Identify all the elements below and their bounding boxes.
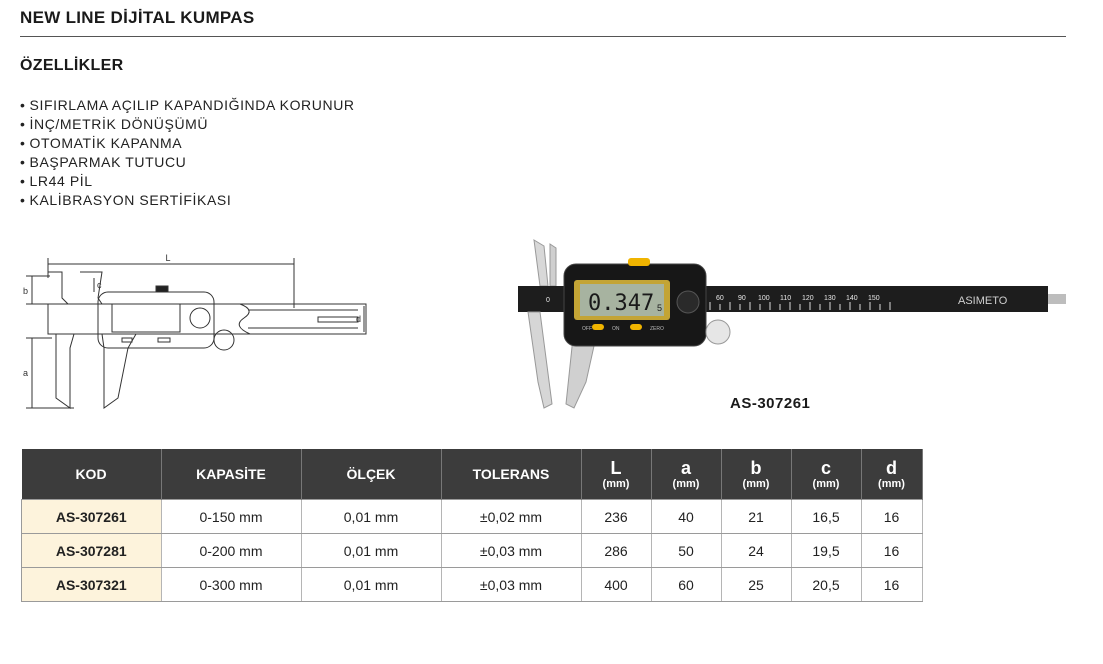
cell-b: 25 [721,568,791,602]
col-header-kod: KOD [22,449,162,500]
scale-label: 90 [738,295,746,302]
thumb-wheel[interactable] [706,320,730,344]
scale-label: 60 [716,295,724,302]
cell-d: 16 [861,500,922,534]
features-heading: ÖZELLİKLER [20,57,124,74]
cell-kapasite: 0-300 mm [161,568,301,602]
cell-tolerans: ±0,03 mm [441,534,581,568]
cell-a: 40 [651,500,721,534]
cell-d: 16 [861,534,922,568]
cell-kod: AS-307261 [22,500,162,534]
scale-label: 130 [824,295,836,302]
col-header-L: L (mm) [581,449,651,500]
cell-L: 236 [581,500,651,534]
page-title: NEW LINE DİJİTAL KUMPAS [20,8,255,27]
off-label: OFF [582,326,592,332]
brand-logo: ASIMETO [958,295,1008,307]
cell-kapasite: 0-150 mm [161,500,301,534]
lower-jaw-fixed [528,312,552,408]
upper-jaw-fixed [534,240,548,286]
title-divider [20,36,1066,37]
cell-a: 50 [651,534,721,568]
dim-label-a: a [23,368,29,378]
col-header-kapasite: KAPASİTE [161,449,301,500]
feature-list [20,96,355,210]
feature-item: • OTOMATİK KAPANMA [20,134,355,153]
power-button-top[interactable] [628,258,650,266]
feature-item: • LR44 PİL [20,172,355,191]
cell-tolerans: ±0,03 mm [441,568,581,602]
col-header-olcek: ÖLÇEK [301,449,441,500]
caliper-product-photo [510,232,1070,412]
cell-kod: AS-307281 [22,534,162,568]
cell-c: 16,5 [791,500,861,534]
cell-c: 20,5 [791,568,861,602]
dim-label-L: L [165,253,171,263]
feature-item: • SIFIRLAMA AÇILIP KAPANDIĞINDA KORUNUR [20,96,355,115]
thumb-roller[interactable] [677,291,699,313]
cell-L: 286 [581,534,651,568]
depth-rod [1048,294,1066,304]
spec-table [21,449,923,602]
table-header-row [22,449,923,500]
lcd-reading: 0.347 [588,291,655,316]
cell-olcek: 0,01 mm [301,500,441,534]
cell-kod: AS-307321 [22,568,162,602]
off-button[interactable] [592,324,604,330]
cell-b: 21 [721,500,791,534]
cell-b: 24 [721,534,791,568]
cell-olcek: 0,01 mm [301,568,441,602]
cell-d: 16 [861,568,922,602]
feature-item: • İNÇ/METRİK DÖNÜŞÜMÜ [20,115,355,134]
table-row [22,568,923,602]
cell-tolerans: ±0,02 mm [441,500,581,534]
lcd-unit-digit: 5 [657,303,663,313]
cell-c: 19,5 [791,534,861,568]
scale-label: 110 [780,295,792,302]
upper-jaw-tip [550,244,556,286]
table-row [22,500,923,534]
cell-kapasite: 0-200 mm [161,534,301,568]
col-header-b: b (mm) [721,449,791,500]
scale-label: 140 [846,295,858,302]
on-button[interactable] [630,324,642,330]
feature-item: • BAŞPARMAK TUTUCU [20,153,355,172]
dim-label-c: c [97,280,102,290]
dim-label-b: b [23,286,29,296]
scale-label: 150 [868,295,880,302]
on-label: ON [612,326,620,332]
scale-label: 100 [758,295,770,302]
product-model-label: AS-307261 [730,395,811,412]
cell-olcek: 0,01 mm [301,534,441,568]
zero-label: ZERO [650,326,664,332]
feature-item: • KALİBRASYON SERTİFİKASI [20,191,355,210]
col-header-tolerans: TOLERANS [441,449,581,500]
col-header-c: c (mm) [791,449,861,500]
col-header-d: d (mm) [861,449,922,500]
cell-a: 60 [651,568,721,602]
scale-label: 120 [802,295,814,302]
caliper-technical-drawing [18,248,378,414]
cell-L: 400 [581,568,651,602]
dim-label-d: d [356,314,362,324]
scale-label: 0 [546,297,550,304]
table-row [22,534,923,568]
col-header-a: a (mm) [651,449,721,500]
